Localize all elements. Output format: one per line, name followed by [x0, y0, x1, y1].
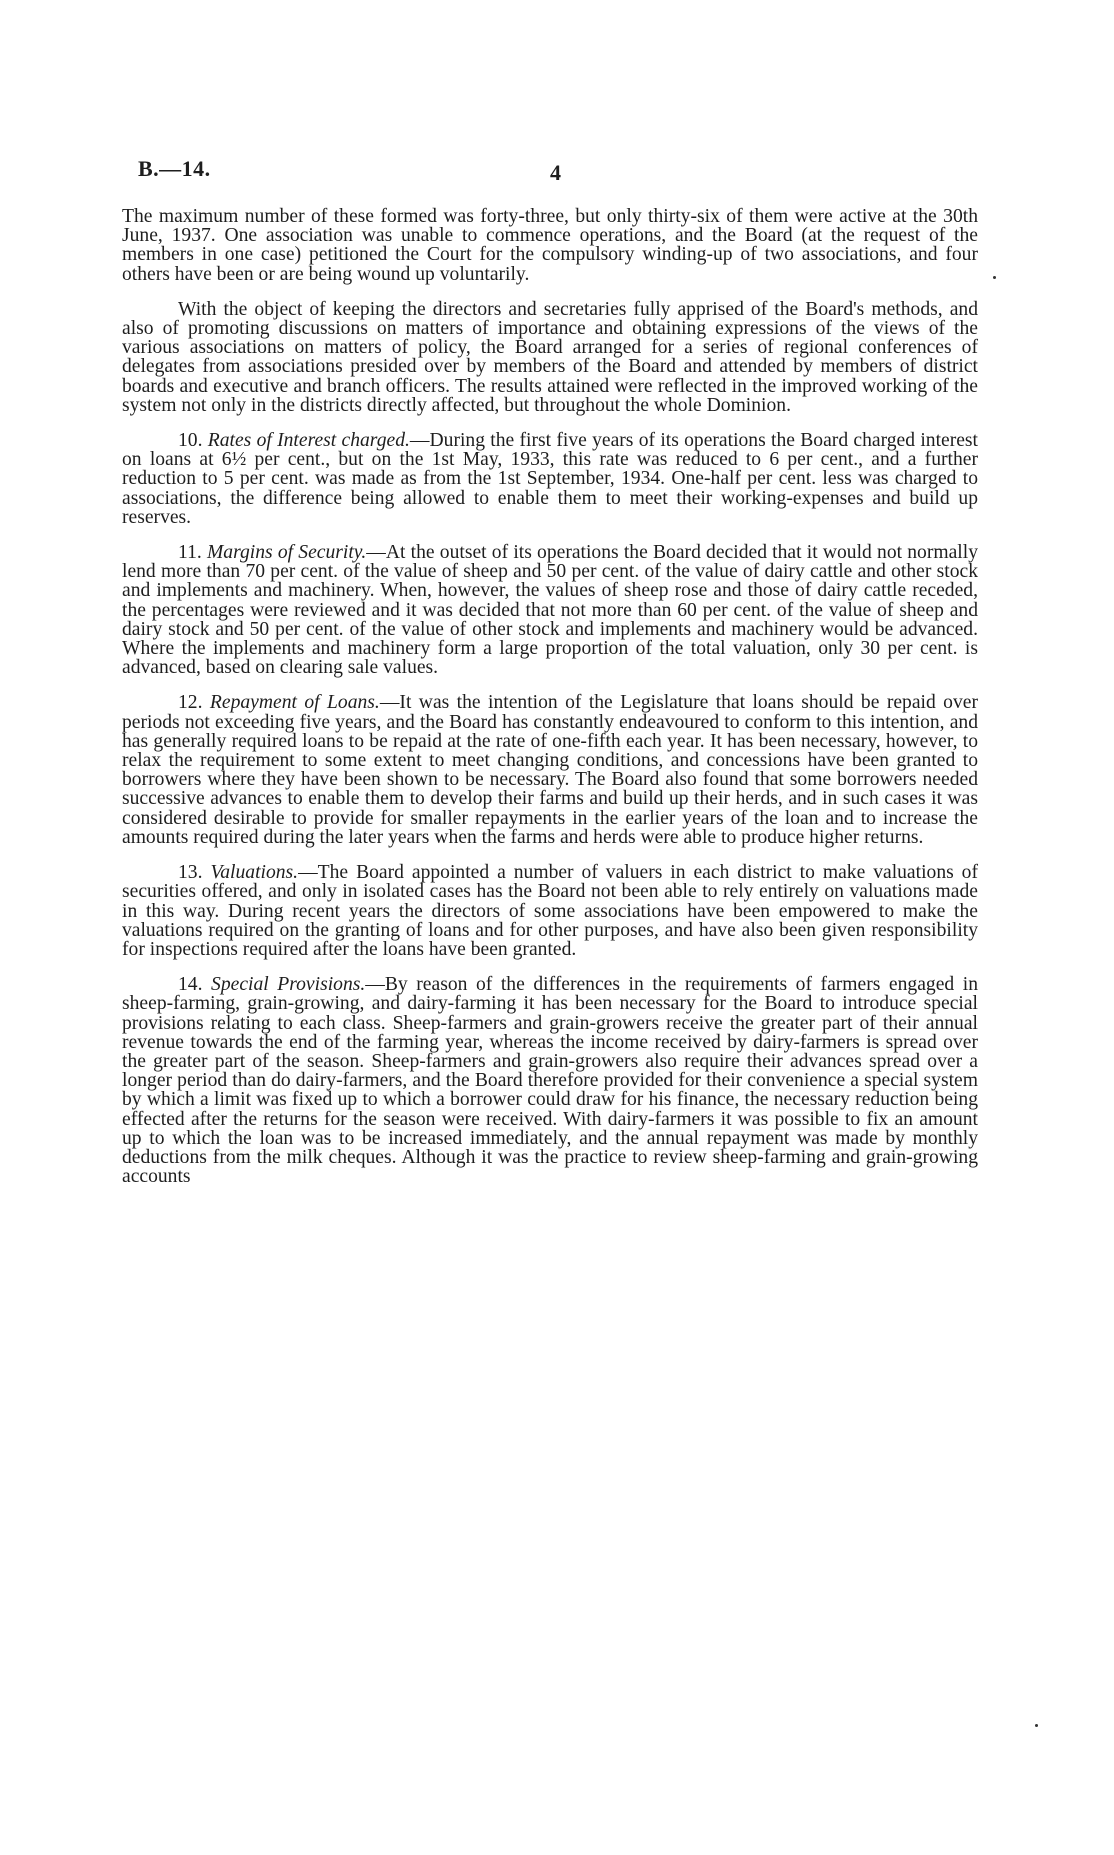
paragraph-repayment-of-loans — [122, 693, 978, 847]
paragraph-continuation — [122, 207, 978, 284]
paragraph-valuations — [122, 863, 978, 959]
paragraph-text: —It was the intention of the Legislature that loans should be repaid over periods not exceeding five years, and the Board has constantly endeavoured to conform to this intention, and has generally required loans to be repaid at the rate of one-fifth each year. It has been necessary, however, to relax the requirement to some extent to meet changing conditions, and concessions have been granted to borrowers where they have been shown to be necessary. The Board also found that some borrowers needed successive advances to enable them to develop their farms and build up their herds, and in such cases it was considered desirable to provide for smaller repayments in the earlier years of the loan and to increase the amounts required during the later years when the farms and herds were able to produce higher returns. — [122, 692, 978, 848]
paragraph-text: —By reason of the differences in the requirements of farmers engaged in sheep-farming, grain-growing, and dairy-farming it has been necessary for the Board to introduce special provisions relating to each class. Sheep-farmers and grain-growers receive the greater part of their annual revenue towards the end of the farming year, whereas the income received by dairy-farmers is spread over the greater part of the season. Sheep-farmers and grain-growers also require their advances spread over a longer period than do dairy-farmers, and the Board therefore provided for their convenience a special system by which a limit was fixed up to which a borrower could draw for his finance, the necessary reduction being effected after the returns for the season were received. With dairy-farmers it was possible to fix an amount up to which the loan was to be increased immediately, and the annual repayment was made by monthly deductions from the milk cheques. Although it was the practice to review sheep-farming and grain-growing accounts — [122, 974, 979, 1188]
scan-speck-mark — [993, 276, 996, 279]
paragraph-text: The maximum number of these formed was forty-three, but only thirty-six of them were active at the 30th June, 1937. One association was unable to commence operations, and the Board (at the request of the members in one case) petitioned the Court for the compulsory winding-up of two associations, and four others have been or are being wound up voluntarily. — [122, 206, 978, 285]
paragraph-heading: Repayment of Loans. — [209, 692, 380, 714]
page-number: 4 — [550, 160, 561, 185]
paragraph-number: 12. — [178, 692, 210, 714]
paragraph-number: 14. — [178, 974, 212, 996]
document-reference: B.—14. — [138, 156, 211, 181]
paragraph-number: 10. — [178, 430, 208, 452]
paragraph-heading: Margins of Security. — [206, 542, 367, 564]
paragraph-text: —The Board appointed a number of valuers in each district to make valuations of securities offered, and only in isolated cases has the Board not been able to rely entirely on valuations made in this way. During recent years the directors of some associations have been empowered to make the valuations required on the granting of loans and for other purposes, and have also been given responsibility for inspections required after the loans have been granted. — [122, 862, 978, 960]
paragraph-special-provisions — [122, 975, 978, 1186]
paragraph-regional-conferences — [122, 300, 978, 415]
paragraph-margins-of-security — [122, 543, 978, 677]
paragraph-heading: Rates of Interest charged. — [207, 430, 410, 452]
paragraph-heading: Special Provisions. — [211, 974, 366, 996]
paragraph-number: 13. — [178, 862, 211, 884]
paragraph-heading: Valuations. — [210, 862, 299, 884]
paragraph-text: With the object of keeping the directors and secretaries fully apprised of the Board's methods, and also of promoting discussions on matters of importance and obtaining expressions of the views of the various associations on matters of policy, the Board arranged for a series of regional conferences of delegates from associations presided over by members of the Board and attended by members of district boards and executive and branch officers. The results attained were reflected in the improved working of the system not only in the districts directly affected, but throughout the whole Dominion. — [122, 298, 978, 416]
paragraph-number: 11. — [178, 542, 207, 564]
paragraph-text: —During the first five years of its operations the Board charged interest on loans at 6½ per cent., but on the 1st May, 1933, this rate was reduced to 6 per cent., and a further reduction to 5 per cent. was made as from the 1st September, 1934. One-half per cent. less was charged to associations, the difference being allowed to enable them to meet their working-expenses and build up reserves. — [122, 430, 978, 528]
document-body — [122, 207, 978, 1202]
scan-speck-mark — [1035, 1724, 1038, 1727]
paragraph-text: —At the outset of its operations the Board decided that it would not normally lend more than 70 per cent. of the value of sheep and 50 per cent. of the value of dairy cattle and other stock and implements and machinery. When, however, the values of sheep rose and those of dairy cattle receded, the percentages were reviewed and it was decided that not more than 60 per cent. of the value of sheep and dairy stock and 50 per cent. of the value of other stock and implements and machinery would be advanced. Where the implements and machinery form a large proportion of the total valuation, only 30 per cent. is advanced, based on clearing sale values. — [122, 542, 978, 679]
paragraph-rates-of-interest — [122, 431, 978, 527]
